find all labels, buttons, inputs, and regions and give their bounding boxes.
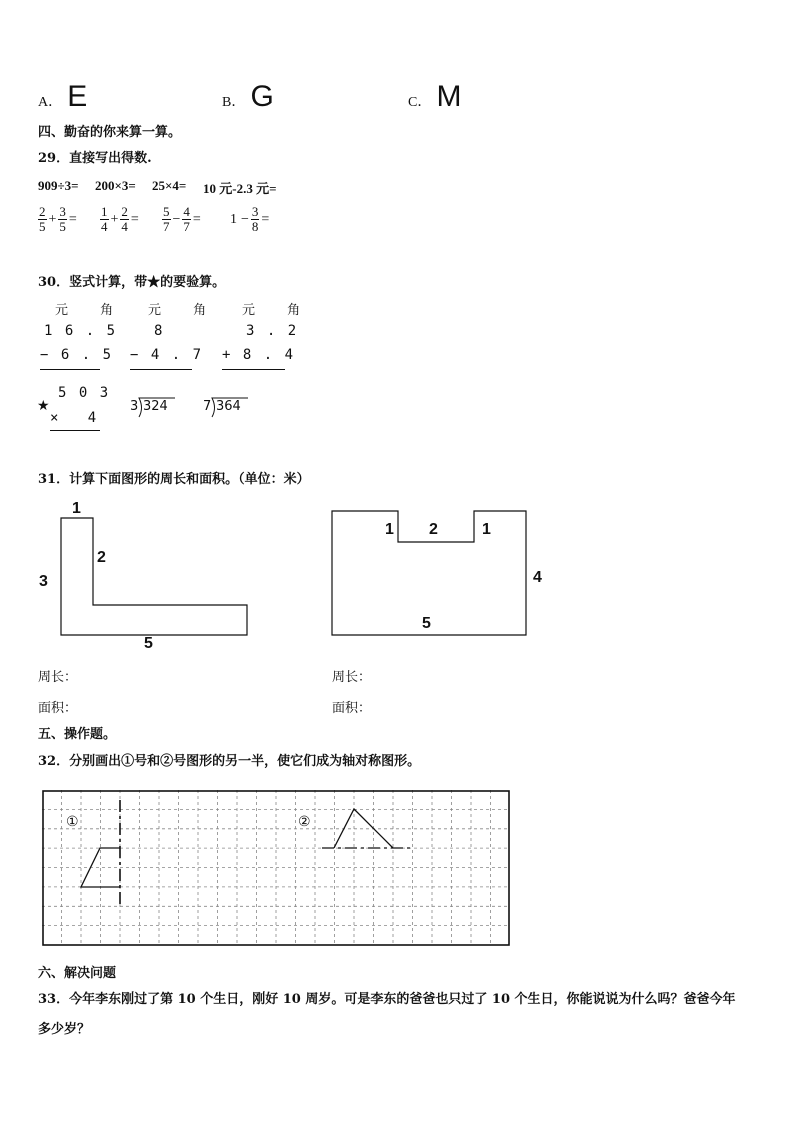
q29-item-4: 10 元-2.3 元= [203, 181, 277, 196]
frac-den: 7 [183, 219, 190, 234]
option-a-letter: E [67, 80, 88, 113]
frac-den: 5 [59, 219, 66, 234]
option-a-label: A． [38, 95, 63, 110]
equals-sign: = [130, 211, 139, 227]
q30-col2-bottom: − 4 . 7 [130, 347, 204, 363]
integer-operand: 1 [230, 211, 237, 227]
frac-num: 4 [183, 204, 190, 219]
frac-den: 5 [39, 219, 46, 234]
fig1-area-label: 面积： [38, 701, 78, 716]
fig1-left-label: 3 [39, 573, 48, 590]
option-a [38, 80, 87, 114]
equals-sign: = [261, 211, 270, 227]
frac-num: 3 [251, 204, 259, 219]
divisor: 7 [203, 399, 212, 414]
option-b-label: B． [222, 95, 246, 110]
q30-mult-bottom: × 4 [50, 410, 98, 426]
star-icon: ★ [37, 398, 50, 414]
fig1-perimeter-label: 周长： [38, 670, 78, 685]
q30-col2-rule [130, 369, 192, 370]
q29-item-3: 25×4= [152, 178, 187, 193]
q30-col3-rule [222, 369, 285, 370]
q30-col3-header: 元 角 [242, 303, 315, 318]
q30-col3-bottom: + 8 . 4 [222, 347, 296, 363]
fig1-top-label: 1 [72, 500, 81, 517]
frac-den: 4 [101, 219, 108, 234]
dividend: 364 [216, 399, 241, 414]
dividend: 324 [143, 399, 168, 414]
fig2-right-label: 4 [533, 569, 542, 586]
figure-1-marker: ① [66, 814, 79, 830]
option-b [222, 80, 274, 114]
q30-mult-top: 5 0 3 [58, 385, 111, 401]
op-sign: − [241, 211, 249, 227]
q32-title: 32．分别画出①号和②号图形的另一半，使它们成为轴对称图形。 [38, 754, 421, 769]
q29-title: 29．直接写出得数. [38, 151, 152, 166]
fig2-area-label: 面积： [332, 701, 372, 716]
q29-fraction-2 [100, 205, 141, 234]
section6-title: 六、解决问题 [38, 966, 117, 981]
fig2-bottom-label: 5 [422, 615, 431, 632]
frac-num: 1 [101, 204, 108, 219]
figure-2-marker: ② [298, 814, 311, 830]
q30-col1-rule [40, 369, 100, 370]
fig2-left-notch-label: 1 [385, 521, 394, 538]
q30-col2-top: 8 [154, 323, 165, 339]
q30-mult-rule [50, 430, 100, 431]
frac-num: 5 [163, 204, 170, 219]
q31-title: 31．计算下面图形的周长和面积。（单位：米） [38, 472, 310, 487]
op-sign: + [48, 211, 57, 227]
q30-col1-top: 1 6 . 5 [44, 323, 118, 339]
dotted-grid [42, 790, 512, 948]
q33-line2: 多少岁？ [38, 1022, 91, 1037]
q29-fraction-4 [228, 205, 271, 234]
q30-col1-header: 元 角 [55, 303, 128, 318]
section4-title: 四、勤奋的你来算一算。 [38, 125, 182, 140]
frac-num: 2 [121, 204, 128, 219]
frac-den: 8 [251, 219, 259, 234]
q30-col3-top: 3 . 2 [246, 323, 299, 339]
frac-num: 2 [39, 204, 46, 219]
equals-sign: = [68, 211, 77, 227]
l-shape-figure [40, 500, 270, 650]
fig2-right-notch-label: 1 [482, 521, 491, 538]
fig2-perimeter-label: 周长： [332, 670, 372, 685]
fig1-bottom-label: 5 [144, 635, 153, 652]
q30-title: 30．竖式计算，带★的要验算。 [38, 275, 226, 290]
q29-fraction-3 [162, 205, 203, 234]
fig1-inner-label: 2 [97, 549, 106, 566]
op-sign: + [110, 211, 119, 227]
q29-fraction-1 [38, 205, 79, 234]
frac-den: 4 [121, 219, 128, 234]
option-b-letter: G [250, 80, 274, 113]
fig2-notch-label: 2 [429, 521, 438, 538]
op-sign: − [172, 211, 181, 227]
option-c [408, 80, 461, 114]
q30-col1-bottom: − 6 . 5 [40, 347, 114, 363]
frac-num: 3 [59, 204, 66, 219]
option-c-letter: M [436, 80, 462, 113]
equals-sign: = [192, 211, 201, 227]
q30-col2-header: 元 角 [148, 303, 221, 318]
q29-item-1: 909÷3= [38, 178, 79, 193]
section5-title: 五、操作题。 [38, 727, 117, 742]
q33-line1: 33．今年李东刚过了第 10 个生日，刚好 10 周岁。可是李东的爸爸也只过了 10 个生日，你能说说为什么吗？爸爸今年 [38, 992, 736, 1007]
frac-den: 7 [163, 219, 170, 234]
option-c-label: C． [408, 95, 432, 110]
divisor: 3 [130, 399, 139, 414]
q29-item-2: 200×3= [95, 178, 136, 193]
